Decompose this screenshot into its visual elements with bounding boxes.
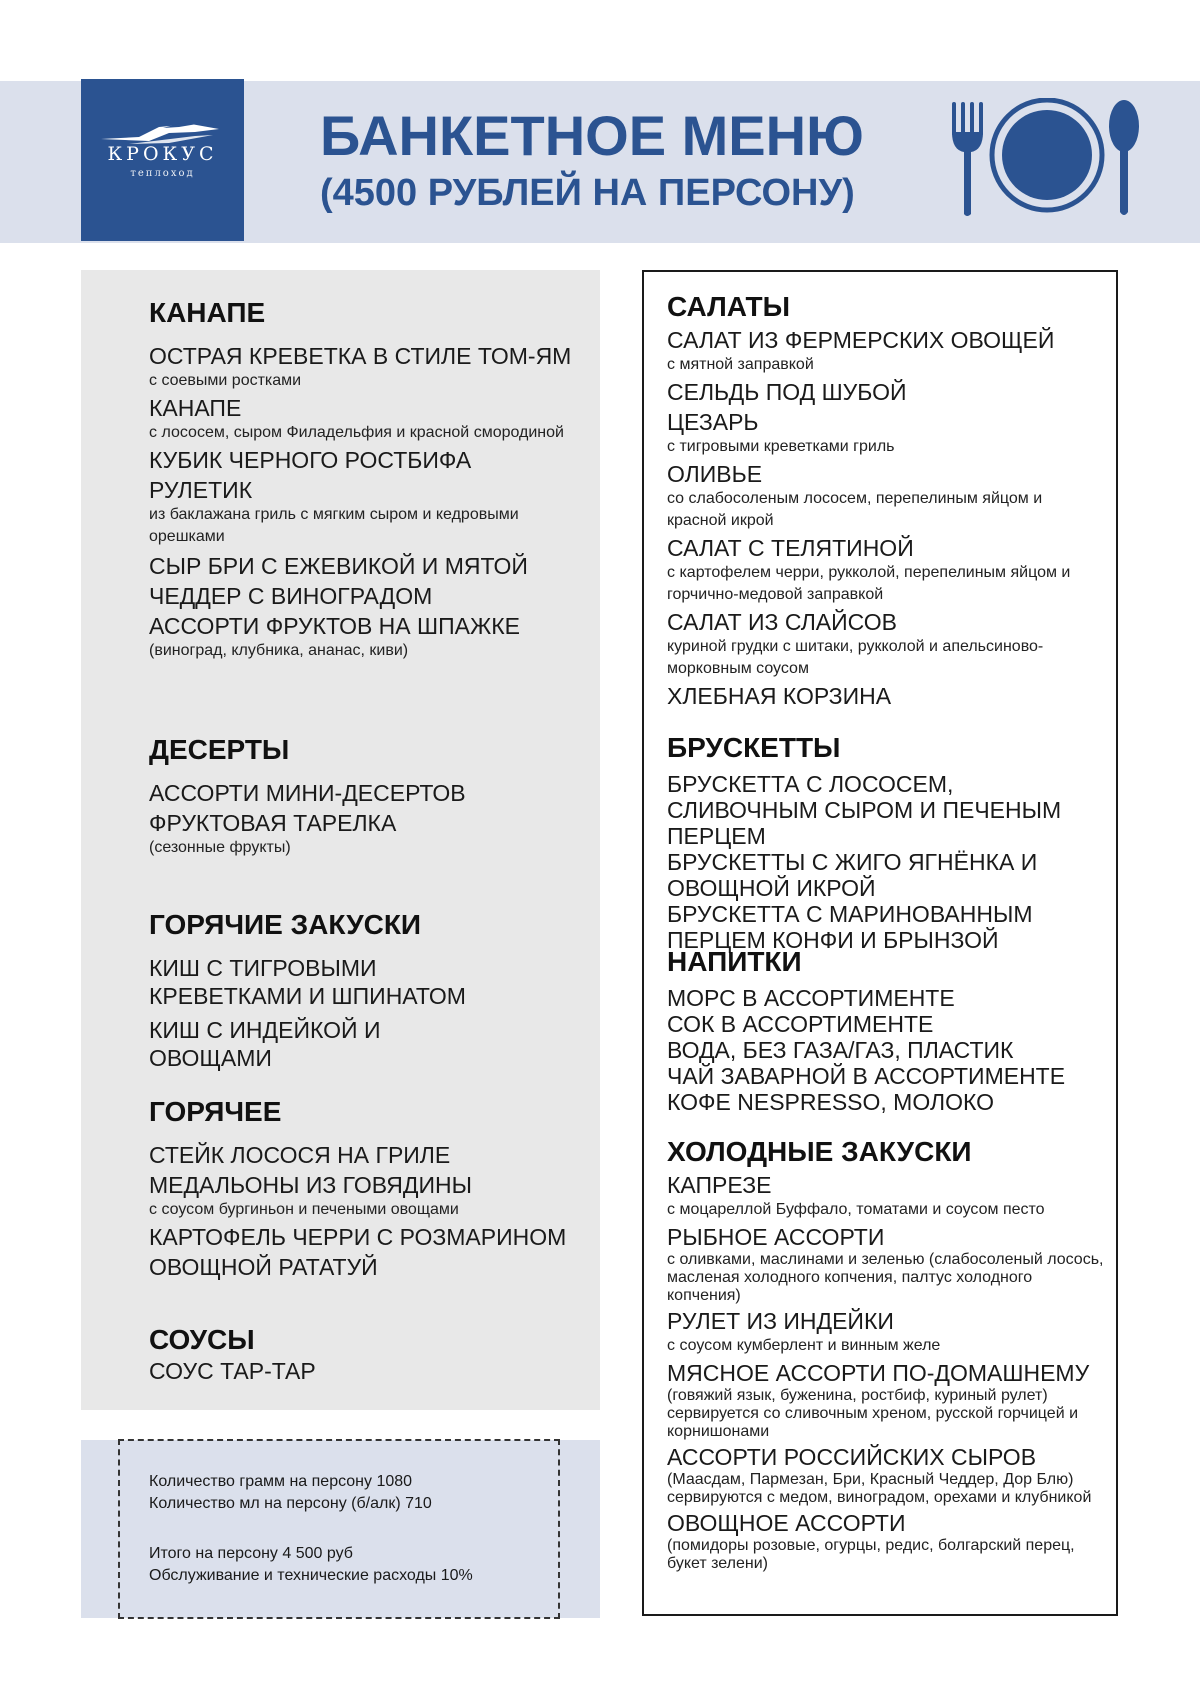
menu-item-desc: с мятной заправкой — [667, 356, 814, 373]
menu-item: ЧЕДДЕР С ВИНОГРАДОМ — [149, 583, 433, 609]
menu-item-desc: (сезонные фрукты) — [149, 839, 291, 856]
menu-item: САЛАТ ИЗ СЛАЙСОВ — [667, 609, 897, 635]
menu-item-desc: с картофелем черри, рукколой, перепелиным яйцом и горчично-медовой заправкой — [667, 564, 1071, 603]
fork-icon — [952, 102, 983, 216]
menu-item: МЯСНОЕ АССОРТИ ПО-ДОМАШНЕМУ — [667, 1360, 1090, 1386]
section-canape — [149, 296, 579, 662]
menu-item: СЕЛЬДЬ ПОД ШУБОЙ — [667, 379, 907, 405]
menu-item: АССОРТИ МИНИ-ДЕСЕРТОВ — [149, 780, 466, 806]
menu-item-desc: (виноград, клубника, ананас, киви) — [149, 642, 409, 659]
menu-item-desc: с лососем, сыром Филадельфия и красной смородиной — [149, 424, 564, 441]
menu-item-desc: с соусом бургиньон и печеными овощами — [149, 1201, 459, 1218]
menu-item: ЦЕЗАРЬ — [667, 409, 759, 435]
logo-name: КРОКУС — [107, 143, 218, 165]
section-hot — [149, 1095, 579, 1281]
menu-item: РУЛЕТИК — [149, 477, 253, 503]
logo — [81, 79, 244, 241]
section-title-canape: КАНАПЕ — [149, 297, 266, 328]
cutlery-icon — [950, 98, 1142, 218]
menu-item: КОФЕ NESPRESSO, МОЛОКО — [667, 1089, 994, 1115]
section-salads — [667, 290, 1103, 710]
section-title-bruschetta: БРУСКЕТТЫ — [667, 732, 841, 763]
section-title-sauces: СОУСЫ — [149, 1324, 255, 1355]
menu-item: БРУСКЕТТА С МАРИНОВАННЫМ ПЕРЦЕМ КОНФИ И БРЫНЗОЙ — [667, 901, 1033, 953]
menu-item: ЧАЙ ЗАВАРНОЙ В АССОРТИМЕНТЕ — [667, 1063, 1066, 1089]
section-cold-snacks — [667, 1135, 1107, 1573]
menu-item-desc: с моцареллой Буффало, томатами и соусом песто — [667, 1201, 1045, 1218]
section-title-drinks: НАПИТКИ — [667, 946, 802, 977]
menu-item-desc: (помидоры розовые, огурцы, редис, болгарский перец, букет зелени) — [667, 1537, 1075, 1572]
section-title-desserts: ДЕСЕРТЫ — [149, 734, 290, 765]
page-title — [320, 104, 900, 216]
section-bruschetta — [667, 731, 1103, 953]
menu-item: КУБИК ЧЕРНОГО РОСТБИФА — [149, 447, 472, 473]
menu-item-desc: куриной грудки с шитаки, рукколой и апельсиново-морковным соусом — [667, 638, 1044, 677]
menu-item: МОРС В АССОРТИМЕНТЕ — [667, 985, 955, 1011]
menu-item: СОУС ТАР-ТАР — [149, 1358, 316, 1384]
menu-item-desc: (Маасдам, Пармезан, Бри, Красный Чеддер, Дор Блю) сервируются с медом, виноградом, орехами и клубникой — [667, 1471, 1092, 1506]
summary-service: Обслуживание и технические расходы 10% — [149, 1567, 473, 1584]
section-title-hot-snacks: ГОРЯЧИЕ ЗАКУСКИ — [149, 909, 422, 940]
section-title-cold-snacks: ХОЛОДНЫЕ ЗАКУСКИ — [667, 1136, 972, 1167]
menu-item: КАНАПЕ — [149, 395, 242, 421]
menu-item: ВОДА, БЕЗ ГАЗА/ГАЗ, ПЛАСТИК — [667, 1037, 1014, 1063]
menu-item: БРУСКЕТТЫ С ЖИГО ЯГНЁНКА И ОВОЩНОЙ ИКРОЙ — [667, 849, 1038, 901]
menu-item: КИШ С ИНДЕЙКОЙ И ОВОЩАМИ — [149, 1017, 381, 1071]
menu-item-desc: (говяжий язык, буженина, ростбиф, куриный рулет) сервируется со сливочным хреном, русской горчицей и корнишонами — [667, 1387, 1079, 1440]
menu-item-desc: с оливками, маслинами и зеленью (слабосоленый лосось, масленая холодного копчения, палтус холодного копчения) — [667, 1251, 1104, 1304]
menu-item: ХЛЕБНАЯ КОРЗИНА — [667, 683, 892, 709]
menu-item: АССОРТИ РОССИЙСКИХ СЫРОВ — [667, 1444, 1037, 1470]
menu-item: СОК В АССОРТИМЕНТЕ — [667, 1011, 934, 1037]
section-drinks — [667, 945, 1103, 1115]
menu-item: СЫР БРИ С ЕЖЕВИКОЙ И МЯТОЙ — [149, 553, 528, 579]
menu-item: ОВОЩНОЕ АССОРТИ — [667, 1510, 906, 1536]
section-title-salads: САЛАТЫ — [667, 291, 791, 322]
menu-item: АССОРТИ ФРУКТОВ НА ШПАЖКЕ — [149, 613, 520, 639]
menu-item: МЕДАЛЬОНЫ ИЗ ГОВЯДИНЫ — [149, 1172, 472, 1198]
menu-item-desc: со слабосоленым лососем, перепелиным яйцом и красной икрой — [667, 490, 1043, 529]
menu-item: ФРУКТОВАЯ ТАРЕЛКА — [149, 810, 397, 836]
title-line-2: (4500 РУБЛЕЙ НА ПЕРСОНУ) — [320, 172, 855, 214]
menu-item-desc: с соусом кумберлент и винным желе — [667, 1337, 941, 1354]
section-sauces — [149, 1323, 579, 1385]
section-desserts — [149, 733, 579, 859]
menu-item-desc: с тигровыми креветками гриль — [667, 438, 895, 455]
menu-item: ОЛИВЬЕ — [667, 461, 763, 487]
logo-subtitle: теплоход — [130, 168, 195, 179]
menu-item: ОВОЩНОЙ РАТАТУЙ — [149, 1254, 378, 1280]
title-line-1: БАНКЕТНОЕ МЕНЮ — [320, 104, 864, 167]
menu-item: СТЕЙК ЛОСОСЯ НА ГРИЛЕ — [149, 1142, 451, 1168]
section-title-hot: ГОРЯЧЕЕ — [149, 1096, 282, 1127]
menu-item: САЛАТ С ТЕЛЯТИНОЙ — [667, 535, 914, 561]
section-hot-snacks — [149, 908, 509, 1072]
menu-item-desc: из баклажана гриль с мягким сыром и кедровыми орешками — [149, 506, 519, 545]
summary-grams: Количество грамм на персону 1080 — [149, 1473, 413, 1490]
spoon-icon — [1109, 100, 1139, 215]
menu-item: БРУСКЕТТА С ЛОСОСЕМ, СЛИВОЧНЫМ СЫРОМ И ПЕЧЕНЫМ ПЕРЦЕМ — [667, 771, 1062, 849]
menu-item: ОСТРАЯ КРЕВЕТКА В СТИЛЕ ТОМ-ЯМ — [149, 343, 572, 369]
menu-item-desc: с соевыми ростками — [149, 372, 302, 389]
menu-item: РУЛЕТ ИЗ ИНДЕЙКИ — [667, 1308, 894, 1334]
menu-item: САЛАТ ИЗ ФЕРМЕРСКИХ ОВОЩЕЙ — [667, 327, 1055, 353]
summary-total: Итого на персону 4 500 руб — [149, 1545, 353, 1562]
menu-item: КАПРЕЗЕ — [667, 1172, 772, 1198]
menu-item: РЫБНОЕ АССОРТИ — [667, 1224, 885, 1250]
summary-ml: Количество мл на персону (б/алк) 710 — [149, 1495, 432, 1512]
menu-item: КАРТОФЕЛЬ ЧЕРРИ С РОЗМАРИНОМ — [149, 1224, 567, 1250]
menu-item: КИШ С ТИГРОВЫМИ КРЕВЕТКАМИ И ШПИНАТОМ — [149, 955, 466, 1009]
summary-dashed-border — [118, 1439, 560, 1619]
